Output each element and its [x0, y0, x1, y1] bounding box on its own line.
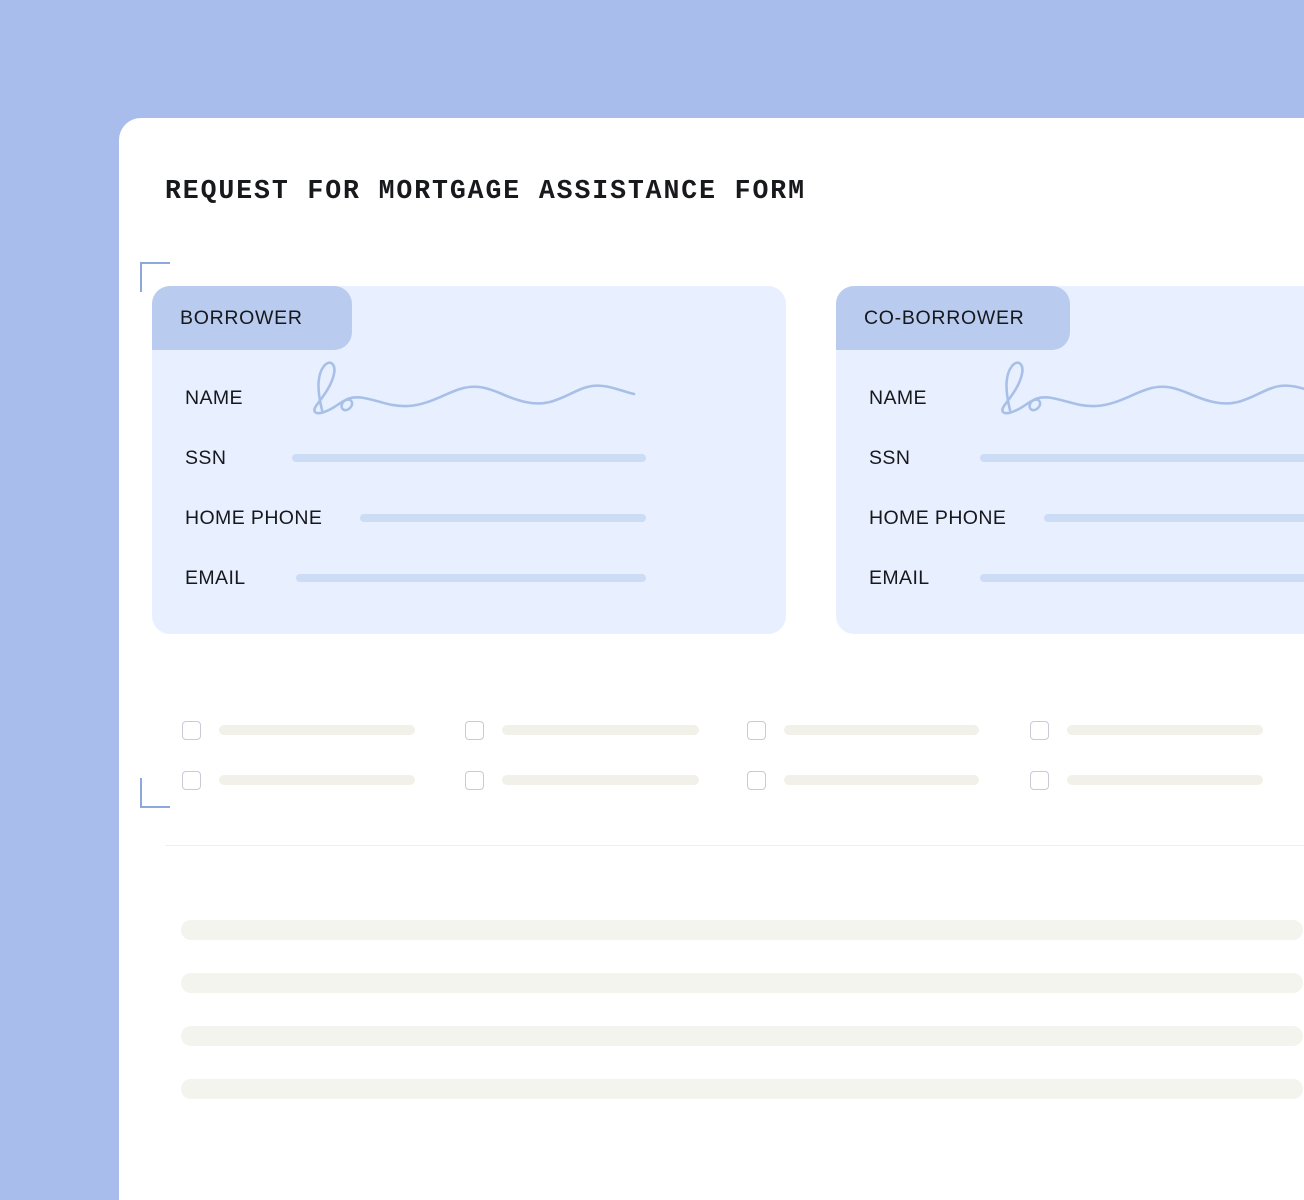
coborrower-panel	[836, 286, 1304, 634]
checkbox-label	[1067, 725, 1263, 735]
placeholder-text-block	[181, 920, 1303, 1132]
list-item[interactable]	[1030, 721, 1304, 740]
borrower-field-email	[185, 566, 246, 590]
checkbox-label	[219, 775, 415, 785]
checkbox-icon[interactable]	[465, 771, 484, 790]
checkbox-row	[182, 705, 1304, 755]
borrower-field-email-label: EMAIL	[185, 566, 246, 589]
coborrower-field-home-phone-input[interactable]	[1044, 514, 1304, 522]
coborrower-field-ssn	[869, 446, 910, 470]
borrower-panel-tab	[152, 286, 352, 350]
coborrower-field-email-label: EMAIL	[869, 566, 930, 589]
coborrower-tab-label: CO-BORROWER	[864, 306, 1025, 329]
page-title: REQUEST FOR MORTGAGE ASSISTANCE FORM	[165, 176, 806, 206]
coborrower-field-ssn-input[interactable]	[980, 454, 1304, 462]
coborrower-field-home-phone-label: HOME PHONE	[869, 506, 1007, 529]
list-item[interactable]	[465, 771, 748, 790]
coborrower-field-name-label: NAME	[869, 386, 927, 409]
borrower-field-ssn	[185, 446, 226, 470]
list-item[interactable]	[747, 721, 1030, 740]
checkbox-icon[interactable]	[465, 721, 484, 740]
checkbox-icon[interactable]	[1030, 771, 1049, 790]
checkbox-label	[784, 725, 979, 735]
coborrower-field-email-input[interactable]	[980, 574, 1304, 582]
borrower-field-home-phone-label: HOME PHONE	[185, 506, 323, 529]
placeholder-line	[181, 920, 1303, 940]
checkbox-label	[784, 775, 979, 785]
checkbox-row	[182, 755, 1304, 805]
selection-bracket-icon-bottom-left	[140, 778, 170, 808]
checkbox-label	[502, 725, 699, 735]
checkbox-icon[interactable]	[747, 771, 766, 790]
checkbox-label	[219, 725, 415, 735]
borrower-field-home-phone-input[interactable]	[360, 514, 646, 522]
borrower-field-ssn-input[interactable]	[292, 454, 646, 462]
checkbox-label	[1067, 775, 1263, 785]
checkbox-icon[interactable]	[182, 721, 201, 740]
borrower-field-email-input[interactable]	[296, 574, 646, 582]
borrower-field-home-phone	[185, 506, 322, 530]
coborrower-field-home-phone	[869, 506, 1006, 530]
borrower-field-name	[185, 386, 243, 410]
coborrower-panel-tab	[836, 286, 1070, 350]
coborrower-field-email	[869, 566, 930, 590]
borrower-tab-label: BORROWER	[180, 306, 303, 329]
checkbox-label	[502, 775, 699, 785]
placeholder-line	[181, 1079, 1303, 1099]
signature-scribble-icon-borrower[interactable]	[288, 358, 648, 418]
list-item[interactable]	[465, 721, 748, 740]
coborrower-field-name	[869, 386, 927, 410]
list-item[interactable]	[182, 771, 465, 790]
signature-scribble-icon-coborrower[interactable]	[976, 358, 1304, 418]
checkbox-grid	[182, 705, 1304, 805]
list-item[interactable]	[1030, 771, 1304, 790]
checkbox-icon[interactable]	[1030, 721, 1049, 740]
borrower-panel	[152, 286, 786, 634]
list-item[interactable]	[182, 721, 465, 740]
placeholder-line	[181, 1026, 1303, 1046]
borrower-field-name-label: NAME	[185, 386, 243, 409]
placeholder-line	[181, 973, 1303, 993]
checkbox-icon[interactable]	[182, 771, 201, 790]
borrower-field-ssn-label: SSN	[185, 446, 227, 469]
list-item[interactable]	[747, 771, 1030, 790]
section-divider	[165, 845, 1304, 846]
coborrower-field-ssn-label: SSN	[869, 446, 911, 469]
checkbox-icon[interactable]	[747, 721, 766, 740]
